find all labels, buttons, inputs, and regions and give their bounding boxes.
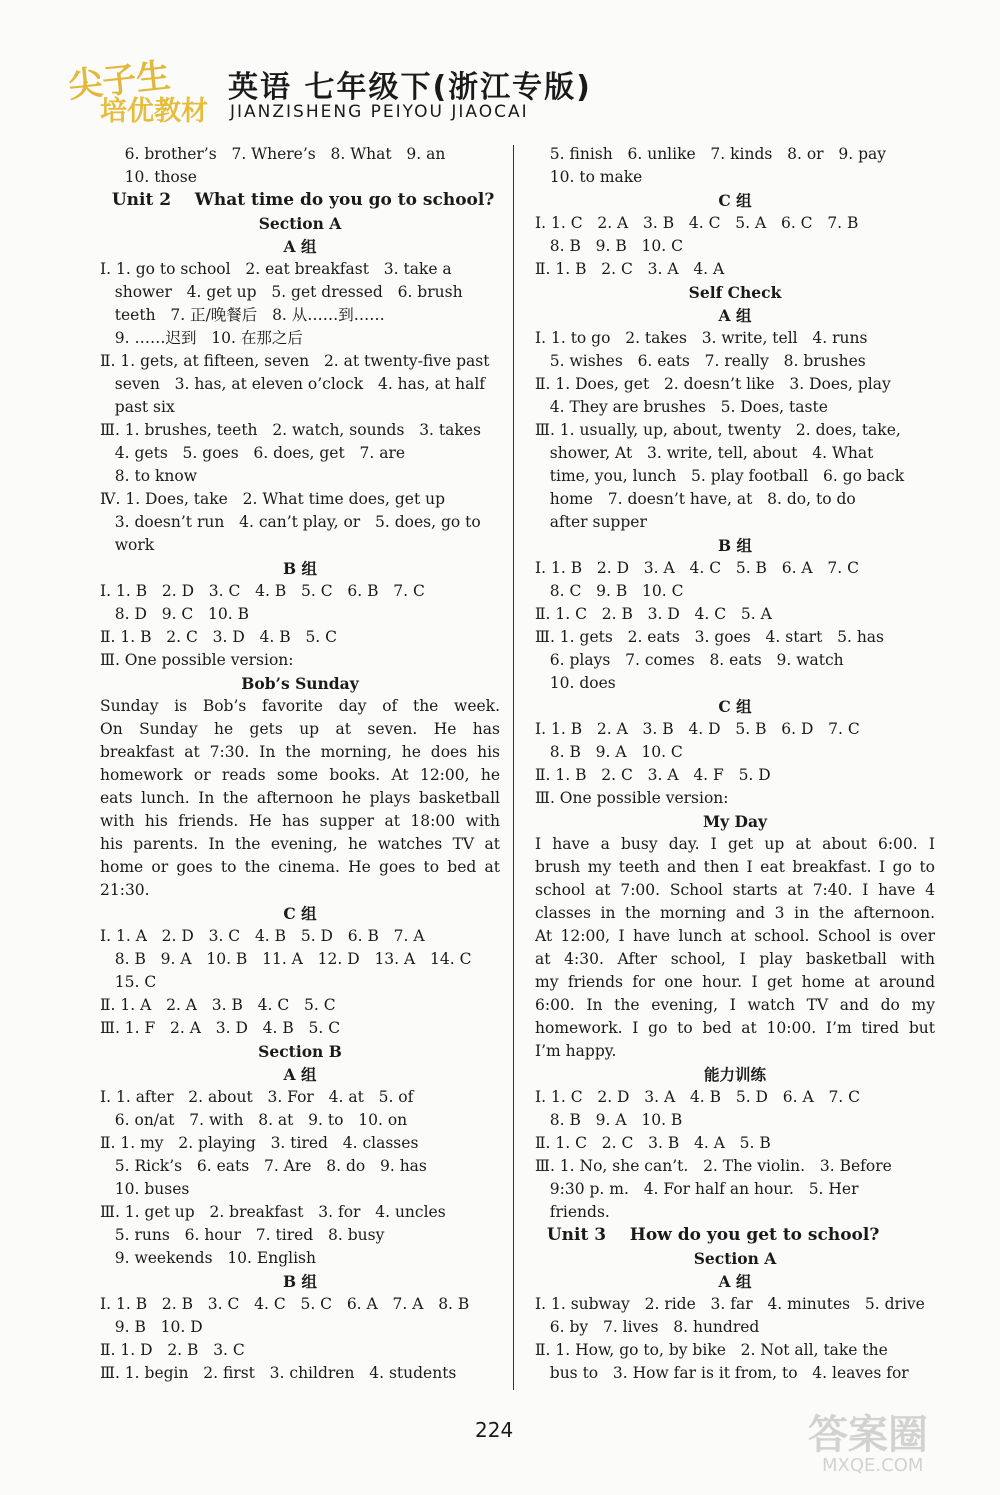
answer-line: 9. weekends 10. English <box>100 1249 316 1267</box>
section-heading: C 组 <box>283 904 317 923</box>
essay-line: homework or reads some books. At 12:00, he <box>100 766 500 784</box>
answer-line: Ⅰ. 1. B 2. A 3. B 4. D 5. B 6. D 7. C <box>535 720 860 738</box>
watermark-line2: MXQE.COM <box>822 1455 924 1476</box>
right-answer-column <box>535 143 935 1385</box>
section-heading: B 组 <box>283 559 317 578</box>
answer-line: 8. B 9. A 10. B 11. A 12. D 13. A 14. C <box>100 950 472 968</box>
answer-line: Ⅰ. 1. C 2. D 3. A 4. B 5. D 6. A 7. C <box>535 1088 861 1106</box>
watermark <box>800 1403 980 1483</box>
essay-line: At 12:00, I have lunch at school. School is over <box>535 927 935 945</box>
answer-line: Ⅲ. 1. gets 2. eats 3. goes 4. start 5. has <box>535 628 884 646</box>
section-heading: My Day <box>702 812 768 831</box>
essay-line: I have a busy day. I get up at about 6:00. I <box>535 835 935 853</box>
essay-line: at 4:30. After school, I play basketball with <box>535 950 935 968</box>
answer-line: Ⅰ. 1. go to school 2. eat breakfast 3. take a <box>100 260 452 278</box>
answer-line: Ⅰ. 1. B 2. D 3. A 4. C 5. B 6. A 7. C <box>535 559 859 577</box>
section-heading: B 组 <box>718 536 752 555</box>
answer-line: 4. They are brushes 5. Does, taste <box>535 398 828 416</box>
answer-line: 15. C <box>100 973 157 991</box>
answer-line: Ⅰ. 1. after 2. about 3. For 4. at 5. of <box>100 1088 414 1106</box>
answer-line: Ⅲ. One possible version: <box>100 651 294 669</box>
essay-line: classes in the morning and 3 in the afternoon. <box>535 904 935 922</box>
section-heading: Section A <box>258 214 342 233</box>
column-divider <box>513 145 514 1390</box>
section-heading: Section B <box>258 1042 342 1061</box>
essay-line: school at 7:00. School starts at 7:40. I have 4 <box>535 881 935 899</box>
answer-line: Ⅱ. 1. How, go to, by bike 2. Not all, take the <box>535 1341 888 1359</box>
answer-line: shower, At 3. write, tell, about 4. What <box>535 444 874 462</box>
answer-line: Ⅳ. 1. Does, take 2. What time does, get up <box>100 490 446 508</box>
section-heading: C 组 <box>718 697 752 716</box>
book-subtitle: JIANZISHENG PEIYOU JIAOCAI <box>230 102 529 122</box>
essay-line: with his friends. He has supper at 18:00 with <box>100 812 500 830</box>
answer-line: Ⅲ. 1. usually, up, about, twenty 2. does, take, <box>535 421 901 439</box>
essay-line: 6:00. In the evening, I watch TV and do my <box>535 996 935 1014</box>
answer-line: Ⅱ. 1. B 2. C 3. A 4. A <box>535 260 725 278</box>
logo-line2: 培优教材 <box>100 96 208 127</box>
section-heading: A 组 <box>283 1065 317 1084</box>
book-title: 英语 七年级下(浙江专版) <box>228 70 592 105</box>
answer-line: Ⅰ. 1. subway 2. ride 3. far 4. minutes 5. drive <box>535 1295 925 1313</box>
answer-line: 5. Rick’s 6. eats 7. Are 8. do 9. has <box>100 1157 427 1175</box>
answer-line: past six <box>100 398 175 416</box>
answer-line: Ⅲ. One possible version: <box>535 789 729 807</box>
answer-line: Ⅰ. 1. C 2. A 3. B 4. C 5. A 6. C 7. B <box>535 214 859 232</box>
answer-line: 5. wishes 6. eats 7. really 8. brushes <box>535 352 866 370</box>
answer-line: Ⅱ. 1. B 2. C 3. D 4. B 5. C <box>100 628 338 646</box>
essay-line: my friends for one hour. I get home at around <box>535 973 935 991</box>
answer-line: 6. plays 7. comes 8. eats 9. watch <box>535 651 844 669</box>
answer-line: 8. B 9. A 10. C <box>535 743 683 761</box>
section-heading: Section A <box>693 1249 777 1268</box>
answer-line: work <box>100 536 155 554</box>
section-heading: C 组 <box>718 191 752 210</box>
answer-line: Ⅲ. 1. begin 2. first 3. children 4. students <box>100 1364 457 1382</box>
answer-line: 3. doesn’t run 4. can’t play, or 5. does, go to <box>100 513 481 531</box>
answer-line: Ⅲ. 1. No, she can’t. 2. The violin. 3. Before <box>535 1157 892 1175</box>
answer-line: Ⅰ. 1. B 2. D 3. C 4. B 5. C 6. B 7. C <box>100 582 425 600</box>
page-header <box>0 0 1000 140</box>
answer-line: Ⅱ. 1. gets, at fifteen, seven 2. at twenty-five past <box>100 352 490 370</box>
answer-line: Ⅱ. 1. A 2. A 3. B 4. C 5. C <box>100 996 336 1014</box>
answer-line: 6. brother’s 7. Where’s 8. What 9. an <box>100 145 446 163</box>
answer-line: Ⅰ. 1. A 2. D 3. C 4. B 5. D 6. B 7. A <box>100 927 425 945</box>
answer-line: time, you, lunch 5. play football 6. go back <box>535 467 905 485</box>
answer-line: friends. <box>535 1203 610 1221</box>
answer-line: Ⅱ. 1. C 2. C 3. B 4. A 5. B <box>535 1134 771 1152</box>
answer-line: Ⅱ. 1. D 2. B 3. C <box>100 1341 245 1359</box>
answer-line: 9:30 p. m. 4. For half an hour. 5. Her <box>535 1180 859 1198</box>
answer-line: Ⅰ. 1. B 2. B 3. C 4. C 5. C 6. A 7. A 8. B <box>100 1295 470 1313</box>
essay-line: homework. I go to bed at 10:00. I’m tired but <box>535 1019 935 1037</box>
answer-line: 9. B 10. D <box>100 1318 203 1336</box>
essay-line: home or goes to the cinema. He goes to bed at <box>100 858 500 876</box>
answer-line: home 7. doesn’t have, at 8. do, to do <box>535 490 856 508</box>
page-number: 224 <box>475 1418 514 1442</box>
section-heading: A 组 <box>283 237 317 256</box>
answer-line: 8. C 9. B 10. C <box>535 582 684 600</box>
section-heading: A 组 <box>718 1272 752 1291</box>
answer-line: 5. finish 6. unlike 7. kinds 8. or 9. pay <box>535 145 887 163</box>
essay-line: breakfast at 7:30. In the morning, he does his <box>100 743 500 761</box>
answer-line: shower 4. get up 5. get dressed 6. brush <box>100 283 463 301</box>
essay-line: 21:30. <box>100 881 150 899</box>
answer-line: 8. B 9. B 10. C <box>535 237 683 255</box>
answer-line: bus to 3. How far is it from, to 4. leaves for <box>535 1364 909 1382</box>
answer-line: 10. those <box>100 168 197 186</box>
answer-line: Ⅱ. 1. B 2. C 3. A 4. F 5. D <box>535 766 771 784</box>
section-heading: B 组 <box>283 1272 317 1291</box>
answer-line: seven 3. has, at eleven o’clock 4. has, at half <box>100 375 486 393</box>
logo-line1: 尖子生 <box>66 55 173 107</box>
answer-line: 8. to know <box>100 467 197 485</box>
answer-line: 5. runs 6. hour 7. tired 8. busy <box>100 1226 385 1244</box>
answer-line: 8. B 9. A 10. B <box>535 1111 683 1129</box>
answer-line: 10. to make <box>535 168 643 186</box>
answer-line: 8. D 9. C 10. B <box>100 605 250 623</box>
answer-line: teeth 7. 正/晚餐后 8. 从……到…… <box>100 306 385 324</box>
answer-line: Ⅲ. 1. get up 2. breakfast 3. for 4. uncles <box>100 1203 446 1221</box>
answer-line: 9. ……迟到 10. 在那之后 <box>100 329 303 347</box>
left-answer-column <box>100 143 500 1385</box>
answer-line: 10. buses <box>100 1180 190 1198</box>
answer-line: 10. does <box>535 674 616 692</box>
brand-logo <box>60 45 220 125</box>
answer-line: Ⅱ. 1. Does, get 2. doesn’t like 3. Does, play <box>535 375 891 393</box>
essay-line: brush my teeth and then I eat breakfast. I go to <box>535 858 935 876</box>
answer-line: after supper <box>535 513 647 531</box>
essay-line: Sunday is Bob’s favorite day of the week. <box>100 697 500 715</box>
answer-line: Ⅲ. 1. brushes, teeth 2. watch, sounds 3. takes <box>100 421 481 439</box>
essay-line: I’m happy. <box>535 1042 617 1060</box>
unit-title: Unit 2 What time do you go to school? <box>100 190 495 210</box>
section-heading: 能力训练 <box>703 1065 766 1084</box>
answer-line: 6. on/at 7. with 8. at 9. to 10. on <box>100 1111 408 1129</box>
answer-line: 4. gets 5. goes 6. does, get 7. are <box>100 444 406 462</box>
section-heading: A 组 <box>718 306 752 325</box>
answer-line: Ⅱ. 1. C 2. B 3. D 4. C 5. A <box>535 605 772 623</box>
answer-line: Ⅲ. 1. F 2. A 3. D 4. B 5. C <box>100 1019 341 1037</box>
section-heading: Self Check <box>688 283 782 302</box>
essay-line: his parents. In the evening, he watches TV at <box>100 835 500 853</box>
answer-line: 6. by 7. lives 8. hundred <box>535 1318 760 1336</box>
answer-line: Ⅰ. 1. to go 2. takes 3. write, tell 4. runs <box>535 329 868 347</box>
unit-title: Unit 3 How do you get to school? <box>535 1225 880 1245</box>
essay-line: On Sunday he gets up at seven. He has <box>100 720 500 738</box>
watermark-line1: 答案圈 <box>808 1412 928 1458</box>
answer-line: Ⅱ. 1. my 2. playing 3. tired 4. classes <box>100 1134 419 1152</box>
essay-line: eats lunch. In the afternoon he plays basketball <box>100 789 500 807</box>
section-heading: Bob’s Sunday <box>241 674 359 693</box>
